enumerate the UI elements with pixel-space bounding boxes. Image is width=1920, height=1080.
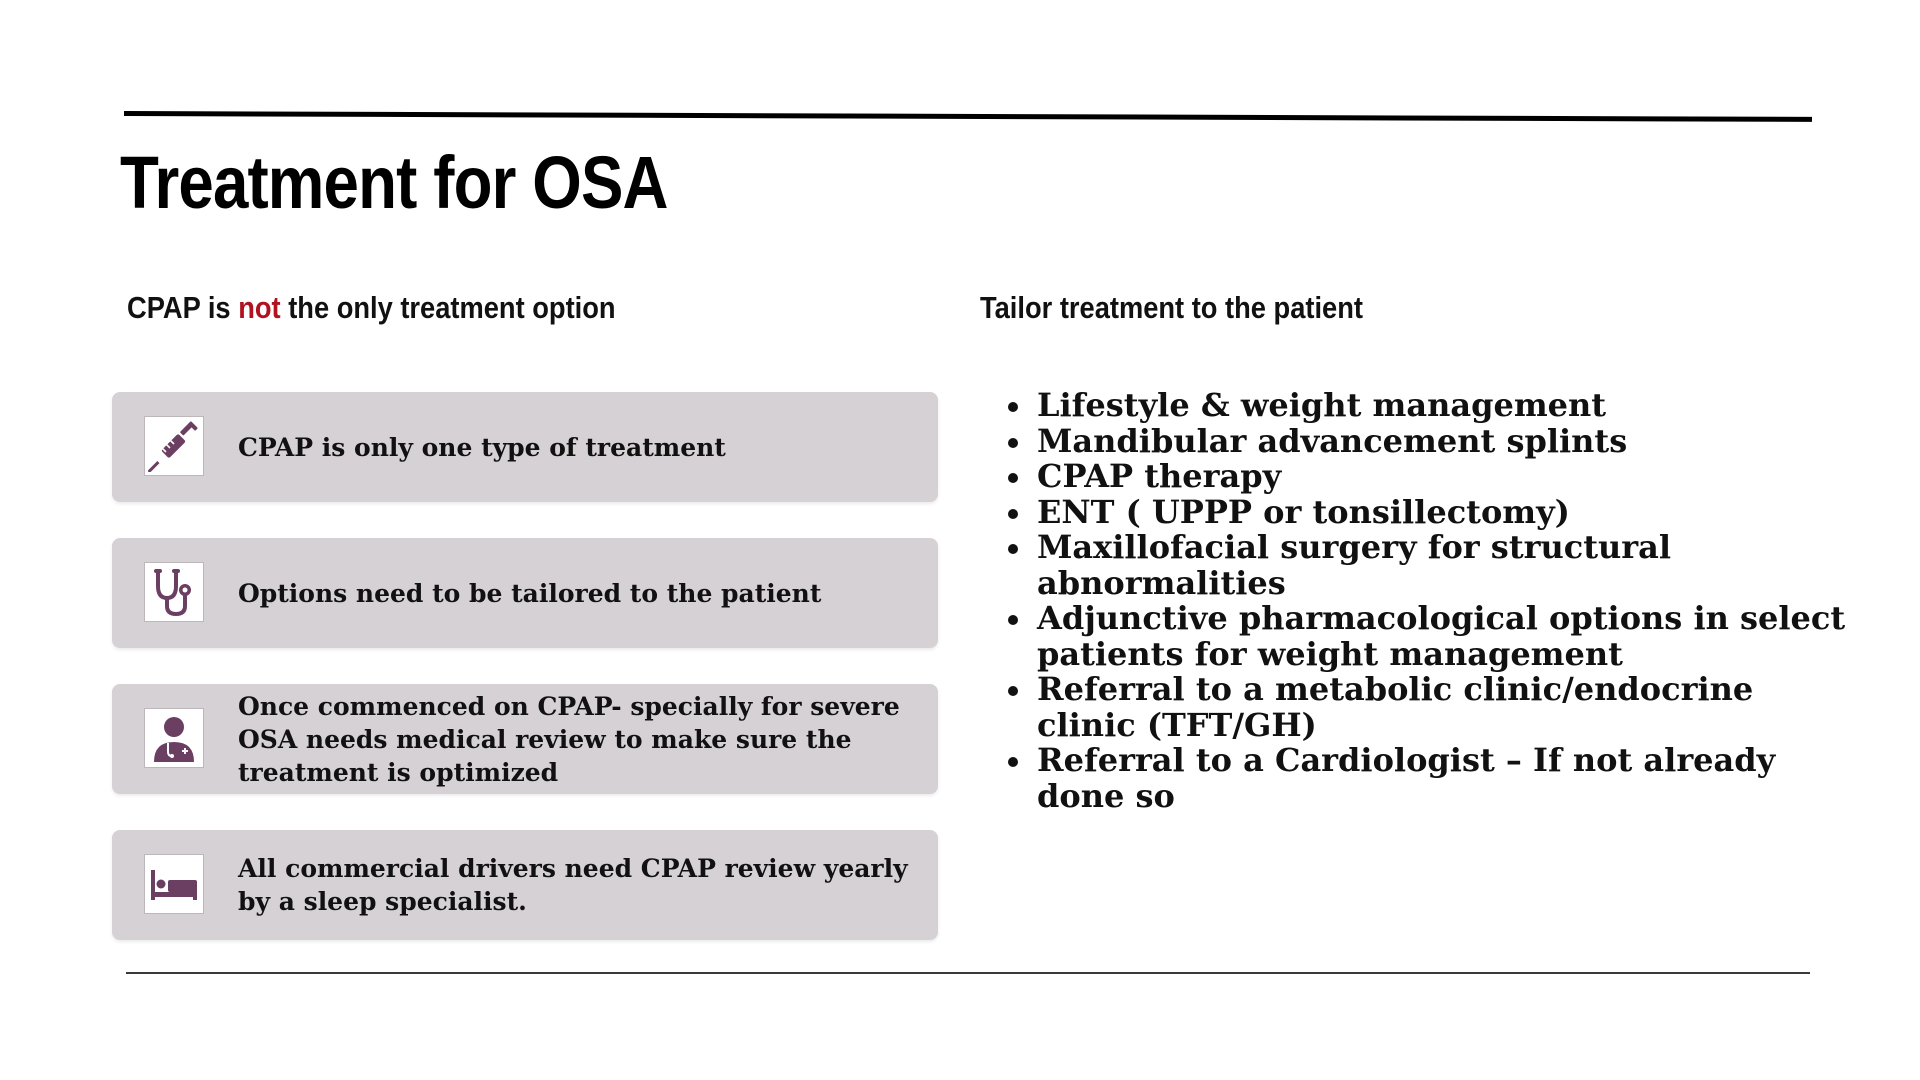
list-item: Lifestyle & weight management [1006,388,1846,424]
left-heading-after: the only treatment option [280,290,616,325]
card-text: All commercial drivers need CPAP review yearly by a sleep specialist. [238,854,908,916]
card-text: Once commenced on CPAP- specially for severe OSA needs medical review to make sure the treatment is optimized [238,691,900,787]
top-divider [124,111,1812,122]
list-item: CPAP therapy [1006,459,1846,495]
info-card-medical-review [112,684,938,794]
list-item: Mandibular advancement splints [1006,424,1846,460]
list-item: Maxillofacial surgery for structural abnormalities [1006,530,1846,601]
info-card-drivers-review [112,830,938,940]
list-item: Referral to a Cardiologist – If not already done so [1006,743,1846,814]
left-column-heading [127,290,616,326]
info-card-tailored [112,538,938,648]
bed-icon [144,854,204,914]
left-heading-highlight: not [238,290,281,325]
doctor-icon [144,708,204,768]
list-item: ENT ( UPPP or tonsillectomy) [1006,495,1846,531]
list-item: Referral to a metabolic clinic/endocrine clinic (TFT/GH) [1006,672,1846,743]
info-card-cpap-type [112,392,938,502]
bottom-divider [126,972,1810,974]
left-heading-before: CPAP is [127,290,239,325]
page-title: Treatment for OSA [120,141,668,224]
stethoscope-icon [144,562,204,622]
syringe-icon [144,416,204,476]
right-column-heading: Tailor treatment to the patient [980,290,1363,325]
card-text: CPAP is only one type of treatment [238,432,726,462]
list-item: Adjunctive pharmacological options in select patients for weight management [1006,601,1846,672]
treatment-options-list [1006,388,1846,814]
card-text: Options need to be tailored to the patient [238,578,822,608]
